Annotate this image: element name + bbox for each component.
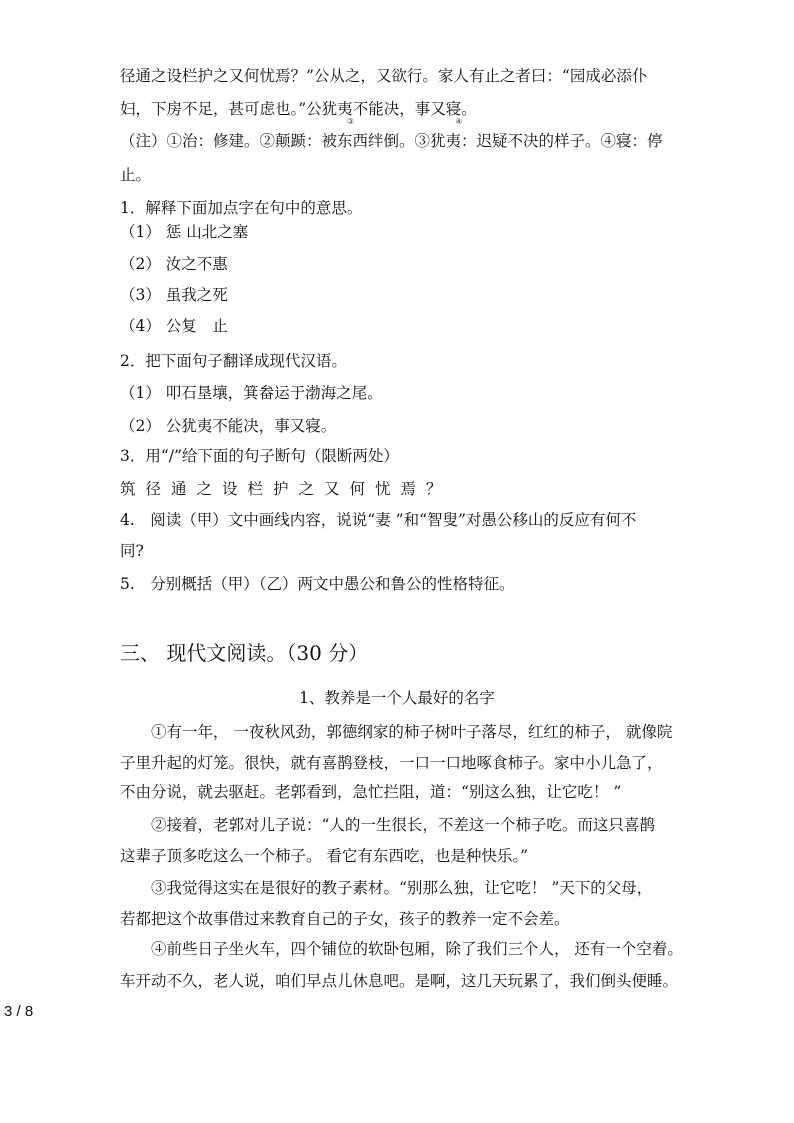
notes-line-2: 止。 bbox=[120, 166, 152, 184]
question-1-item-2: （2） 汝之不惠 bbox=[120, 255, 228, 273]
question-2: 2．把下面句子翻译成现代汉语。 bbox=[120, 352, 347, 370]
article-p1-line-1: ①有一年， 一夜秋风劲，郭德纲家的柿子树叶子落尽，红红的柿子， 就像院 bbox=[120, 723, 673, 741]
footnote-marker-4: ④ bbox=[455, 117, 463, 126]
question-5: 5. 分别概括（甲）（乙）两文中愚公和鲁公的性格特征。 bbox=[120, 575, 515, 593]
article-p2-line-2: 这辈子顶多吃这么一个柿子。 看它有东西吃，也是种快乐。” bbox=[120, 847, 529, 865]
article-p3-line-1: ③我觉得这实在是很好的教子素材。“别那么独，让它吃！ ”天下的父母， bbox=[120, 879, 653, 897]
article-p2-line-1: ②接着，老郭对儿子说：“人的一生很长，不差这一个柿子吃。而这只喜鹊 bbox=[120, 816, 655, 834]
article-p3-line-2: 若都把这个故事借过来教育自己的子女，孩子的教养一定不会差。 bbox=[120, 910, 570, 928]
passage-line-2 bbox=[120, 99, 477, 126]
question-2-item-1: （1） 叩石垦壤，箕畚运于渤海之尾。 bbox=[120, 384, 383, 402]
page-number: 3 / 8 bbox=[4, 1003, 34, 1020]
article-p1-line-3: 不由分说，就去驱赶。老郭看到，急忙拦阻，道：“别这么独，让它吃！ ” bbox=[120, 783, 622, 801]
question-3: 3．用“/”给下面的句子断句（限断两处） bbox=[120, 447, 399, 465]
question-4-line-1: 4. 阅读（甲）文中画线内容，说说“妻 ”和“智叟”对愚公移山的反应有何不 bbox=[120, 511, 637, 529]
question-2-item-2: （2） 公犹夷不能决，事又寝。 bbox=[120, 417, 337, 435]
question-1-item-1: （1） 惩 山北之塞 bbox=[120, 223, 249, 241]
article-p4-line-2: 车开动不久，老人说，咱们早点儿休息吧。是啊，这几天玩累了，我们倒头便睡。 bbox=[120, 972, 679, 990]
question-1: 1．解释下面加点字在句中的意思。 bbox=[120, 199, 363, 217]
question-4-line-2: 同? bbox=[120, 542, 144, 560]
notes-line-1: （注）①治：修建。②颠踬：被东西绊倒。③犹夷：迟疑不决的样子。④寝：停 bbox=[120, 132, 663, 150]
passage-line-2-a: 妇，下房不足，甚可虑也。”公犹夷 bbox=[120, 100, 353, 118]
article-title: 1、教养是一个人最好的名字 bbox=[299, 689, 495, 707]
article-p1-line-2: 子里升起的灯笼。很快，就有喜鹊登枝，一口一口地啄食柿子。家中小儿急了， bbox=[120, 754, 663, 772]
question-1-item-3: （3） 虽我之死 bbox=[120, 286, 228, 304]
article-p4-line-1: ④前些日子坐火车，四个铺位的软卧包厢，除了我们三个人， 还有一个空着。 bbox=[120, 940, 683, 958]
passage-line-2-c: 。 bbox=[461, 100, 477, 118]
passage-line-1: 径通之设栏护之又何忧焉？”公从之，又欲行。家人有止之者曰：“园成必添仆 bbox=[120, 67, 648, 85]
question-3-sentence: 筑径通之设栏护之又何忧焉？ bbox=[120, 480, 452, 498]
footnote-marker-3: ③ bbox=[346, 117, 354, 126]
question-1-item-4: （4） 公复 止 bbox=[120, 317, 228, 335]
section-heading: 三、 现代文阅读。（30 分） bbox=[120, 641, 369, 665]
passage-line-2-b: 不能决，事又寝 bbox=[352, 100, 462, 118]
